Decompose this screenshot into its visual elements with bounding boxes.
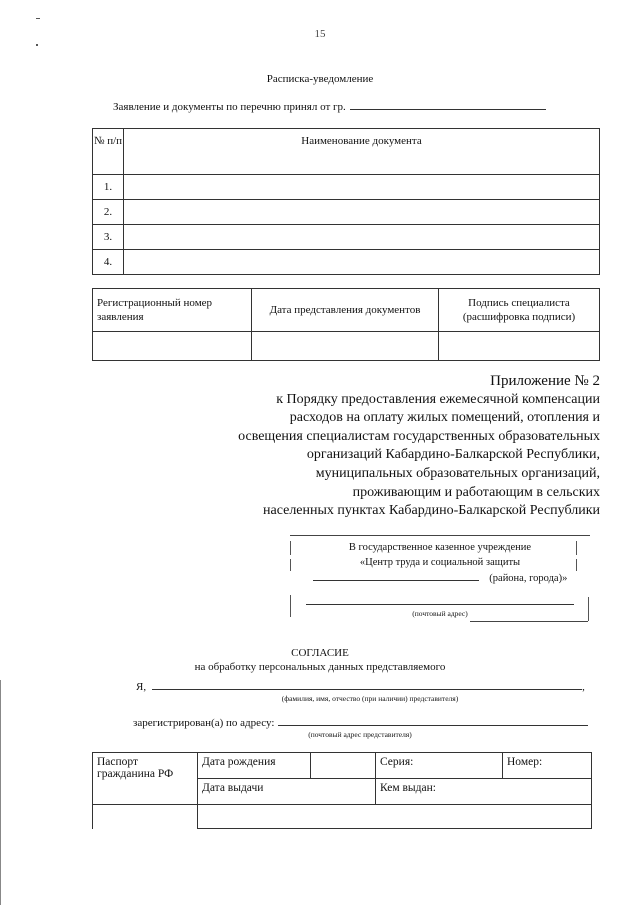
row-number: 2. — [93, 200, 124, 225]
postal-address-line — [290, 595, 590, 608]
specialist-signature-cell[interactable] — [439, 332, 600, 361]
document-name-cell[interactable] — [124, 225, 600, 250]
citizen-name-field[interactable] — [350, 100, 546, 110]
address-box-bottom-border — [470, 621, 588, 622]
document-name-cell[interactable] — [124, 250, 600, 275]
postal-address-field[interactable] — [306, 595, 574, 605]
appendix-line: проживающим и работающим в сельских — [352, 484, 600, 500]
documents-table — [92, 128, 600, 275]
passport-label: Паспорт гражданина РФ — [93, 753, 198, 805]
document-name-cell[interactable] — [124, 200, 600, 225]
page-number: 15 — [314, 28, 326, 40]
issued-by-label: Кем выдан: — [376, 779, 592, 805]
col-registration-number-header: Регистрационный номер заявления — [93, 289, 252, 332]
representative-name-line — [136, 680, 585, 693]
representative-name-field[interactable] — [152, 680, 582, 690]
appendix-line: организаций Кабардино-Балкарской Республики, — [306, 447, 600, 463]
appendix-line: освещения специалистам государственных образовательных — [238, 428, 600, 444]
registration-table — [92, 288, 600, 361]
address-line-2: «Центр труда и социальной защиты — [359, 557, 521, 568]
table-row — [93, 200, 600, 225]
consent-heading — [0, 646, 640, 674]
birth-date-cell[interactable] — [311, 753, 376, 779]
ya-label: Я, — [136, 681, 147, 693]
row-number: 3. — [93, 225, 124, 250]
passport-extra-cell[interactable] — [198, 805, 592, 829]
issue-date-label: Дата выдачи — [198, 779, 376, 805]
appendix-line: населенных пунктах Кабардино-Балкарской Республики — [263, 503, 600, 519]
receipt-accepted-text: Заявление и документы по перечню принял от гр. — [113, 101, 346, 113]
table-row — [93, 805, 592, 829]
receipt-title: Расписка-уведомление — [266, 73, 374, 85]
appendix-heading: Приложение № 2 — [490, 373, 600, 389]
appendix-line: муниципальных образовательных организаций, — [315, 465, 600, 481]
consent-title: СОГЛАСИЕ — [291, 647, 349, 659]
table-row — [93, 332, 600, 361]
address-box — [290, 535, 590, 625]
col-specialist-signature-header: Подпись специалиста (расшифровка подписи) — [439, 289, 600, 332]
registered-address-hint: (почтовый адрес представителя) — [308, 730, 412, 739]
appendix-line: к Порядку предоставления ежемесячной компенсации — [276, 391, 600, 407]
postal-address-hint: (почтовый адрес) — [412, 609, 468, 618]
scan-edge-mark — [0, 680, 1, 905]
representative-name-hint: (фамилия, имя, отчество (при наличии) представителя) — [281, 694, 459, 703]
submission-date-cell[interactable] — [252, 332, 439, 361]
comma-mark: , — [582, 681, 585, 693]
registered-label: зарегистрирован(а) по адресу: — [133, 717, 275, 729]
district-name-field[interactable] — [313, 571, 479, 581]
address-box-top-border — [290, 535, 590, 536]
district-label: (района, города)» — [489, 573, 568, 584]
birth-date-label: Дата рождения — [198, 753, 311, 779]
address-line-3 — [290, 571, 590, 584]
row-number: 4. — [93, 250, 124, 275]
col-number-header: № п/п — [93, 129, 124, 175]
col-submission-date-header: Дата представления документов — [252, 289, 439, 332]
scan-dot-mark — [36, 18, 40, 19]
registered-address-line — [133, 716, 588, 729]
table-row — [93, 225, 600, 250]
document-name-cell[interactable] — [124, 175, 600, 200]
registered-address-field[interactable] — [278, 716, 588, 726]
row-number: 1. — [93, 175, 124, 200]
passport-empty-cell — [93, 805, 198, 829]
consent-subtitle: на обработку персональных данных представляемого — [194, 661, 446, 673]
receipt-accepted-line — [113, 100, 546, 113]
registration-number-cell[interactable] — [93, 332, 252, 361]
passport-table — [92, 752, 592, 829]
table-row — [93, 250, 600, 275]
series-label: Серия: — [376, 753, 503, 779]
appendix-line: расходов на оплату жилых помещений, отопления и — [289, 410, 600, 426]
number-label: Номер: — [503, 753, 592, 779]
table-row — [93, 175, 600, 200]
address-line-1: В государственное казенное учреждение — [348, 542, 532, 553]
col-document-name-header: Наименование документа — [124, 129, 600, 175]
scan-dot-mark — [36, 44, 38, 46]
appendix-block — [130, 372, 600, 521]
table-row — [93, 753, 592, 779]
